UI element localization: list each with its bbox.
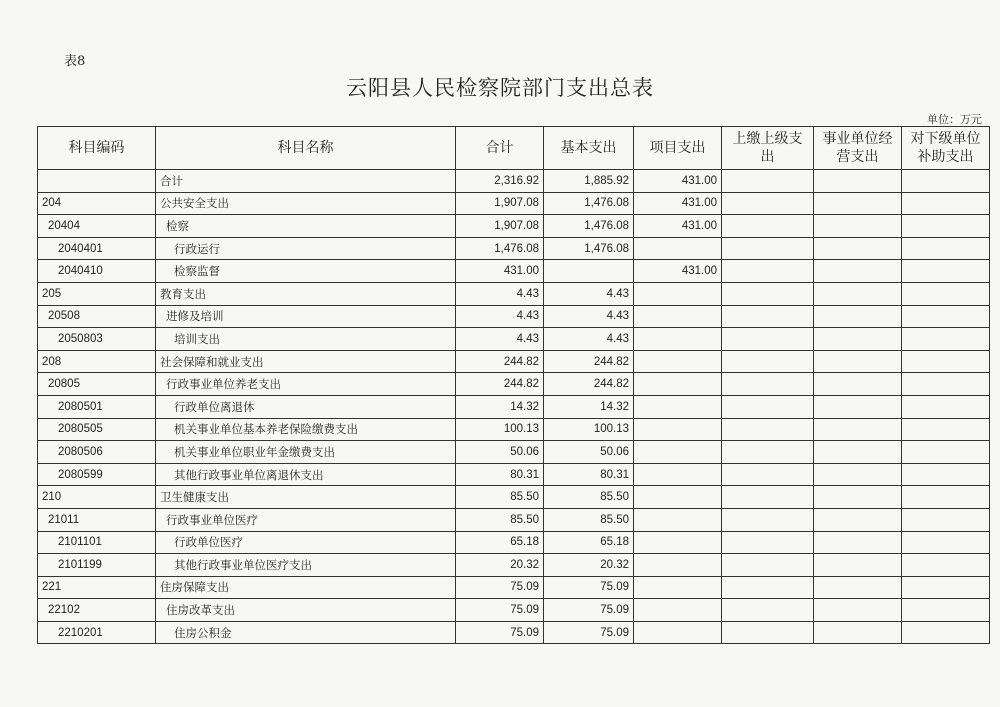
row-name: 检察 xyxy=(156,215,456,238)
row-code: 21011 xyxy=(38,508,156,531)
row-upper xyxy=(722,463,814,486)
row-code: 2040410 xyxy=(38,260,156,283)
row-name: 合计 xyxy=(156,170,456,193)
row-subsidy xyxy=(902,350,990,373)
row-code: 2040401 xyxy=(38,237,156,260)
row-business xyxy=(814,215,902,238)
row-project xyxy=(634,350,722,373)
row-upper xyxy=(722,531,814,554)
row-total: 20.32 xyxy=(456,554,544,577)
expenditure-table xyxy=(37,126,990,644)
row-name: 行政运行 xyxy=(156,237,456,260)
row-code: 210 xyxy=(38,486,156,509)
row-subsidy xyxy=(902,621,990,644)
row-basic xyxy=(544,260,634,283)
header-subsidy: 对下级单位补助支出 xyxy=(902,127,990,170)
row-total: 75.09 xyxy=(456,599,544,622)
row-business xyxy=(814,260,902,283)
table-row xyxy=(38,576,990,599)
row-upper xyxy=(722,328,814,351)
row-upper xyxy=(722,576,814,599)
row-total: 1,907.08 xyxy=(456,192,544,215)
row-upper xyxy=(722,486,814,509)
header-project: 项目支出 xyxy=(634,127,722,170)
table-row xyxy=(38,373,990,396)
table-row xyxy=(38,350,990,373)
row-business xyxy=(814,576,902,599)
row-name: 机关事业单位基本养老保险缴费支出 xyxy=(156,418,456,441)
row-upper xyxy=(722,554,814,577)
row-basic: 244.82 xyxy=(544,373,634,396)
row-project xyxy=(634,554,722,577)
header-name: 科目名称 xyxy=(156,127,456,170)
row-business xyxy=(814,508,902,531)
row-upper xyxy=(722,192,814,215)
row-name: 其他行政事业单位离退休支出 xyxy=(156,463,456,486)
table-row xyxy=(38,328,990,351)
row-name: 教育支出 xyxy=(156,282,456,305)
table-row xyxy=(38,305,990,328)
row-total: 75.09 xyxy=(456,576,544,599)
row-total: 65.18 xyxy=(456,531,544,554)
row-subsidy xyxy=(902,395,990,418)
row-business xyxy=(814,237,902,260)
table-header-row xyxy=(38,127,990,170)
row-business xyxy=(814,599,902,622)
row-name: 住房保障支出 xyxy=(156,576,456,599)
row-name: 住房改革支出 xyxy=(156,599,456,622)
row-subsidy xyxy=(902,418,990,441)
row-code: 2080505 xyxy=(38,418,156,441)
row-project xyxy=(634,282,722,305)
header-upper: 上缴上级支出 xyxy=(722,127,814,170)
row-upper xyxy=(722,373,814,396)
row-business xyxy=(814,282,902,305)
row-subsidy xyxy=(902,215,990,238)
row-basic: 4.43 xyxy=(544,328,634,351)
unit-label: 单位：万元 xyxy=(927,113,982,126)
row-project xyxy=(634,508,722,531)
row-total: 244.82 xyxy=(456,373,544,396)
row-business xyxy=(814,170,902,193)
row-total: 431.00 xyxy=(456,260,544,283)
table-row xyxy=(38,463,990,486)
row-subsidy xyxy=(902,599,990,622)
table-row xyxy=(38,599,990,622)
row-project xyxy=(634,576,722,599)
row-total: 50.06 xyxy=(456,441,544,464)
row-basic: 1,476.08 xyxy=(544,215,634,238)
row-basic: 85.50 xyxy=(544,508,634,531)
row-basic: 1,476.08 xyxy=(544,237,634,260)
row-basic: 75.09 xyxy=(544,599,634,622)
header-total: 合计 xyxy=(456,127,544,170)
row-name: 检察监督 xyxy=(156,260,456,283)
row-name: 卫生健康支出 xyxy=(156,486,456,509)
table-row xyxy=(38,486,990,509)
row-subsidy xyxy=(902,282,990,305)
row-project xyxy=(634,395,722,418)
row-name: 机关事业单位职业年金缴费支出 xyxy=(156,441,456,464)
row-business xyxy=(814,305,902,328)
row-upper xyxy=(722,395,814,418)
row-business xyxy=(814,554,902,577)
row-subsidy xyxy=(902,305,990,328)
row-total: 100.13 xyxy=(456,418,544,441)
row-name: 行政事业单位养老支出 xyxy=(156,373,456,396)
row-business xyxy=(814,486,902,509)
row-project xyxy=(634,305,722,328)
row-project xyxy=(634,486,722,509)
row-business xyxy=(814,531,902,554)
row-subsidy xyxy=(902,486,990,509)
row-business xyxy=(814,621,902,644)
table-row xyxy=(38,395,990,418)
table-row xyxy=(38,170,990,193)
row-business xyxy=(814,418,902,441)
page-title: 云阳县人民检察院部门支出总表 xyxy=(346,76,654,100)
row-total: 1,907.08 xyxy=(456,215,544,238)
row-code: 221 xyxy=(38,576,156,599)
row-project xyxy=(634,599,722,622)
table-row xyxy=(38,215,990,238)
header-code: 科目编码 xyxy=(38,127,156,170)
row-project: 431.00 xyxy=(634,260,722,283)
table-number-label: 表8 xyxy=(64,54,86,69)
row-total: 75.09 xyxy=(456,621,544,644)
row-code: 2080599 xyxy=(38,463,156,486)
row-basic: 75.09 xyxy=(544,576,634,599)
row-total: 1,476.08 xyxy=(456,237,544,260)
row-project: 431.00 xyxy=(634,215,722,238)
row-project: 431.00 xyxy=(634,192,722,215)
table-row xyxy=(38,531,990,554)
row-basic: 1,476.08 xyxy=(544,192,634,215)
row-code: 2080506 xyxy=(38,441,156,464)
row-upper xyxy=(722,350,814,373)
header-basic: 基本支出 xyxy=(544,127,634,170)
row-total: 244.82 xyxy=(456,350,544,373)
row-project xyxy=(634,373,722,396)
row-upper xyxy=(722,418,814,441)
row-name: 培训支出 xyxy=(156,328,456,351)
row-business xyxy=(814,395,902,418)
row-subsidy xyxy=(902,554,990,577)
row-name: 行政单位离退休 xyxy=(156,395,456,418)
row-code: 20404 xyxy=(38,215,156,238)
table-row xyxy=(38,508,990,531)
row-subsidy xyxy=(902,260,990,283)
row-project: 431.00 xyxy=(634,170,722,193)
row-subsidy xyxy=(902,531,990,554)
row-business xyxy=(814,328,902,351)
row-subsidy xyxy=(902,192,990,215)
row-business xyxy=(814,441,902,464)
table-row xyxy=(38,418,990,441)
row-basic: 50.06 xyxy=(544,441,634,464)
row-total: 4.43 xyxy=(456,328,544,351)
row-subsidy xyxy=(902,373,990,396)
row-code: 2080501 xyxy=(38,395,156,418)
row-basic: 4.43 xyxy=(544,305,634,328)
row-basic: 14.32 xyxy=(544,395,634,418)
row-business xyxy=(814,192,902,215)
row-business xyxy=(814,350,902,373)
header-business: 事业单位经营支出 xyxy=(814,127,902,170)
row-upper xyxy=(722,305,814,328)
row-code xyxy=(38,170,156,193)
row-basic: 100.13 xyxy=(544,418,634,441)
row-project xyxy=(634,237,722,260)
table-row xyxy=(38,621,990,644)
row-code: 20508 xyxy=(38,305,156,328)
row-total: 85.50 xyxy=(456,486,544,509)
row-upper xyxy=(722,621,814,644)
row-subsidy xyxy=(902,328,990,351)
table-row xyxy=(38,192,990,215)
row-project xyxy=(634,418,722,441)
table-row xyxy=(38,554,990,577)
row-subsidy xyxy=(902,170,990,193)
row-basic: 1,885.92 xyxy=(544,170,634,193)
row-code: 20805 xyxy=(38,373,156,396)
table-body xyxy=(38,170,990,644)
row-name: 其他行政事业单位医疗支出 xyxy=(156,554,456,577)
row-upper xyxy=(722,237,814,260)
row-business xyxy=(814,373,902,396)
row-code: 22102 xyxy=(38,599,156,622)
row-name: 社会保障和就业支出 xyxy=(156,350,456,373)
row-total: 80.31 xyxy=(456,463,544,486)
row-upper xyxy=(722,508,814,531)
row-project xyxy=(634,441,722,464)
row-basic: 80.31 xyxy=(544,463,634,486)
row-total: 4.43 xyxy=(456,282,544,305)
row-code: 2101101 xyxy=(38,531,156,554)
row-name: 进修及培训 xyxy=(156,305,456,328)
row-project xyxy=(634,531,722,554)
row-project xyxy=(634,463,722,486)
row-upper xyxy=(722,170,814,193)
row-subsidy xyxy=(902,441,990,464)
row-name: 公共安全支出 xyxy=(156,192,456,215)
table-row xyxy=(38,441,990,464)
row-basic: 20.32 xyxy=(544,554,634,577)
row-subsidy xyxy=(902,576,990,599)
row-code: 205 xyxy=(38,282,156,305)
row-total: 4.43 xyxy=(456,305,544,328)
row-code: 204 xyxy=(38,192,156,215)
row-total: 14.32 xyxy=(456,395,544,418)
row-subsidy xyxy=(902,237,990,260)
row-name: 住房公积金 xyxy=(156,621,456,644)
row-basic: 65.18 xyxy=(544,531,634,554)
table-row xyxy=(38,237,990,260)
row-upper xyxy=(722,215,814,238)
row-total: 85.50 xyxy=(456,508,544,531)
row-subsidy xyxy=(902,508,990,531)
row-basic: 85.50 xyxy=(544,486,634,509)
row-business xyxy=(814,463,902,486)
row-basic: 244.82 xyxy=(544,350,634,373)
row-upper xyxy=(722,260,814,283)
table-row xyxy=(38,282,990,305)
row-total: 2,316.92 xyxy=(456,170,544,193)
row-name: 行政单位医疗 xyxy=(156,531,456,554)
row-code: 2101199 xyxy=(38,554,156,577)
row-name: 行政事业单位医疗 xyxy=(156,508,456,531)
row-code: 208 xyxy=(38,350,156,373)
row-code: 2050803 xyxy=(38,328,156,351)
row-basic: 75.09 xyxy=(544,621,634,644)
row-code: 2210201 xyxy=(38,621,156,644)
row-upper xyxy=(722,282,814,305)
row-upper xyxy=(722,441,814,464)
row-basic: 4.43 xyxy=(544,282,634,305)
row-subsidy xyxy=(902,463,990,486)
row-upper xyxy=(722,599,814,622)
row-project xyxy=(634,621,722,644)
row-project xyxy=(634,328,722,351)
table-row xyxy=(38,260,990,283)
